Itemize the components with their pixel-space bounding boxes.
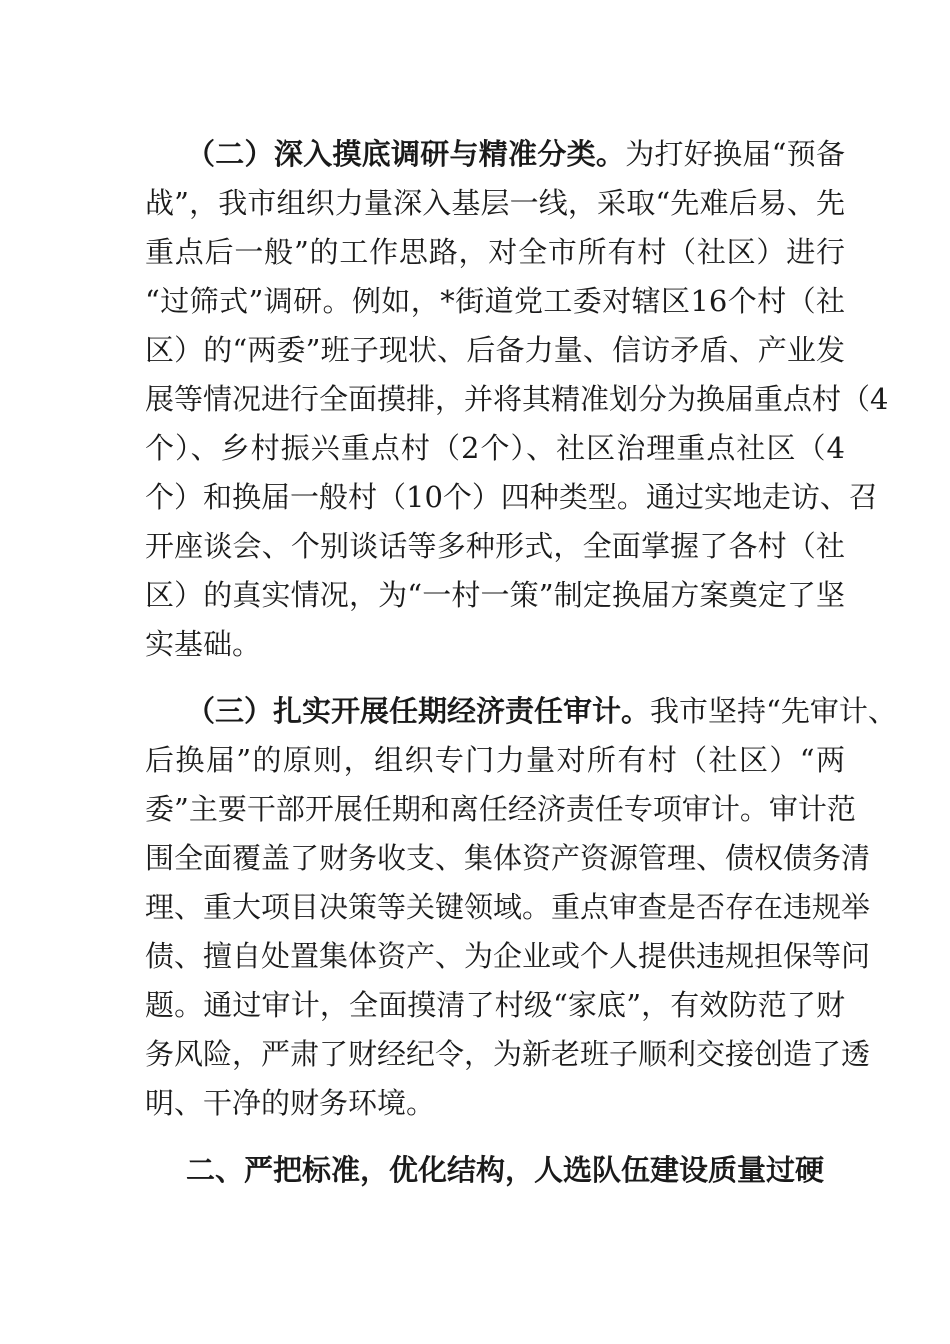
paragraph-line: 个）、乡村振兴重点村（2个）、社区治理重点社区（4 [145, 431, 845, 465]
paragraph-line: 题。通过审计，全面摸清了村级“家底”，有效防范了财 [145, 988, 845, 1022]
paragraph-line: 战”，我市组织力量深入基层一线，采取“先难后易、先 [145, 186, 845, 220]
paragraph-line: “过筛式”调研。例如，*街道党工委对辖区16个村（社 [145, 284, 845, 318]
paragraph-line: 务风险，严肃了财经纪令，为新老班子顺利交接创造了透 [145, 1037, 871, 1071]
paragraph-line: 围全面覆盖了财务收支、集体资产资源管理、债权债务清 [145, 841, 871, 875]
paragraph-line [186, 129, 845, 179]
paragraph-text: 为打好换届“预备 [625, 137, 845, 171]
section-heading-2: （二）深入摸底调研与精准分类。 [186, 137, 626, 171]
paragraph-line: 明、干净的财务环境。 [145, 1086, 436, 1120]
paragraph-line: 委”主要干部开展任期和离任经济责任专项审计。审计范 [145, 792, 856, 826]
paragraph-text: 我市坚持“先审计、 [650, 694, 897, 728]
paragraph-line: 实基础。 [145, 627, 262, 661]
paragraph-line: 展等情况进行全面摸排，并将其精准划分为换届重点村（4 [145, 382, 889, 416]
paragraph-line: 理、重大项目决策等关键领域。重点审查是否存在违规举 [145, 890, 871, 924]
section-heading-3: （三）扎实开展任期经济责任审计。 [186, 694, 651, 728]
chapter-heading: 二、严把标准，优化结构，人选队伍建设质量过硬 [186, 1153, 825, 1187]
paragraph-line: 开座谈会、个别谈话等多种形式，全面掌握了各村（社 [145, 529, 845, 563]
paragraph-line [186, 686, 897, 736]
paragraph-line: 重点后一般”的工作思路，对全市所有村（社区）进行 [145, 235, 845, 269]
paragraph-line: 个）和换届一般村（10个）四种类型。通过实地走访、召 [145, 480, 878, 514]
paragraph-line: 区）的“两委”班子现状、后备力量、信访矛盾、产业发 [145, 333, 845, 367]
paragraph-line: 债、擅自处置集体资产、为企业或个人提供违规担保等问 [145, 939, 871, 973]
paragraph-line: 区）的真实情况，为“一村一策”制定换届方案奠定了坚 [145, 578, 845, 612]
paragraph-line: 后换届”的原则，组织专门力量对所有村（社区）“两 [145, 743, 845, 777]
